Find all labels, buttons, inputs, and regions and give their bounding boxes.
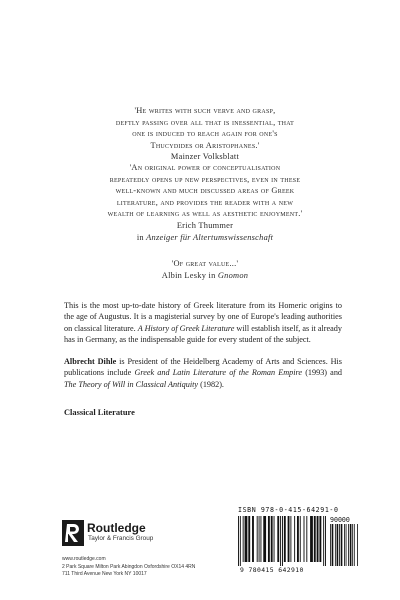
bio-text: is President of the Heidelberg Academy of Arts and Sciences. His publications include — [64, 357, 342, 378]
quote-line: literature, and provides the reader with a new — [116, 197, 294, 207]
barcode-bar — [337, 524, 339, 566]
quote-source-prefix: in — [136, 232, 144, 242]
book-title-italic: A History of Greek Literature — [137, 323, 235, 333]
barcode-bar — [306, 516, 307, 562]
barcode-bar — [268, 516, 270, 562]
quote-source-publication — [60, 232, 350, 244]
book-description — [64, 300, 342, 345]
barcode-bar — [352, 524, 353, 566]
barcode-bar — [357, 524, 358, 566]
barcode-bar — [332, 524, 334, 566]
publisher-website: www.routledge.com — [62, 556, 106, 562]
barcode-bar — [245, 516, 248, 562]
barcode-bars — [238, 516, 326, 566]
barcode-bar — [330, 524, 331, 566]
review-quote-mainzer — [60, 105, 350, 163]
barcode-bar — [341, 524, 343, 566]
subject-category: Classical Literature — [64, 408, 135, 417]
publication-title: Greek and Latin Literature of the Roman Empire — [134, 368, 303, 378]
barcode-bar — [319, 516, 321, 562]
barcode-bar — [344, 524, 345, 566]
barcode-bar — [280, 516, 281, 566]
description-text: will establish itself, as it already has in Germany, as the indispensable guide for every student of the subject. — [64, 323, 342, 344]
price-code: 90000 — [330, 516, 350, 524]
quote-source-title: Gnomon — [217, 270, 249, 280]
isbn-number: ISBN 978-0-415-64291-0 — [238, 506, 339, 514]
barcode-bar — [310, 516, 313, 562]
routledge-logo-icon — [62, 520, 84, 546]
barcode-bar — [300, 516, 301, 562]
quote-source — [60, 270, 350, 282]
publisher-address — [62, 556, 195, 579]
quote-source: Erich Thummer — [176, 220, 234, 230]
barcode-bar — [346, 524, 347, 566]
barcode-bar — [348, 524, 349, 566]
barcode-bar — [248, 516, 250, 562]
quote-line: well-known and much discussed areas of Greek — [115, 186, 295, 196]
publisher-address-line: 2 Park Square Milton Park Abingdon Oxfordshire OX14 4RN — [62, 563, 196, 570]
barcode-bar — [238, 516, 239, 566]
quote-line: 'An original power of conceptualisation — [129, 163, 281, 172]
publication-title: The Theory of Will in Classical Antiquity — [64, 379, 199, 389]
barcode-bar — [284, 516, 286, 562]
quote-line: Thucydides or Aristophanes.' — [150, 140, 260, 150]
barcode-bar — [323, 516, 324, 566]
barcode-bar — [263, 516, 266, 562]
barcode-bar — [257, 516, 258, 562]
barcode-bar — [314, 516, 316, 562]
barcode-bar — [335, 524, 336, 566]
barcode-bar — [252, 516, 254, 562]
quote-source-title: Anzeiger für Altertumswissenschaft — [146, 232, 274, 242]
barcode-bar — [271, 516, 273, 562]
barcode-bar — [282, 516, 283, 566]
quote-source-prefix: Albin Lesky in — [161, 270, 216, 280]
publisher-address-line: 711 Third Avenue New York NY 10017 — [62, 571, 147, 578]
quote-line: 'He writes with such verve and grasp, — [134, 106, 276, 115]
quote-line: deftly passing over all that is inessential, that — [115, 117, 295, 127]
barcode-bar — [354, 524, 355, 566]
barcode-bar — [294, 516, 295, 562]
barcode-bar — [277, 516, 279, 562]
publisher-name: Routledge — [87, 521, 146, 535]
bio-text: (1993) and — [302, 368, 343, 378]
addon-barcode-bars — [330, 524, 358, 566]
quote-source: Mainzer Volksblatt — [170, 152, 240, 162]
barcode-bar — [240, 516, 241, 566]
review-quote-lesky — [60, 258, 350, 281]
author-name: Albrecht Dihle — [64, 357, 117, 366]
barcode-bar — [325, 516, 326, 566]
barcode-bar — [243, 516, 244, 562]
publisher-logo — [62, 520, 212, 560]
barcode-bar — [304, 516, 305, 562]
quote-line: one is induced to reach again for one's — [132, 129, 278, 139]
description-text: This is the most up-to-date history of Greek literature from its Homeric origins to the age of Augustus. It is a magisterial survey by one of Europe's leading authorities on classical literature. — [64, 301, 342, 333]
barcode-bar — [339, 524, 340, 566]
barcode-bar — [297, 516, 299, 562]
barcode-bar — [290, 516, 291, 562]
barcode-bar — [288, 516, 290, 562]
author-bio — [64, 356, 342, 390]
barcode-bar — [350, 524, 352, 566]
quote-line: wealth of learning as well as aesthetic enjoyment.' — [107, 209, 303, 219]
quote-line: 'Of great value...' — [171, 259, 239, 268]
barcode-bar — [259, 516, 260, 562]
isbn-barcode — [238, 506, 358, 580]
barcode-bar — [274, 516, 275, 562]
barcode-bar — [260, 516, 261, 562]
ean-number: 9 780415 642910 — [240, 566, 304, 574]
quote-line: repeatedly opens up new perspectives, even in these — [109, 174, 301, 184]
barcode-bar — [317, 516, 319, 562]
review-quote-thummer — [60, 162, 350, 243]
publisher-group: Taylor & Francis Group — [88, 535, 154, 542]
bio-text: (1982). — [198, 379, 224, 389]
